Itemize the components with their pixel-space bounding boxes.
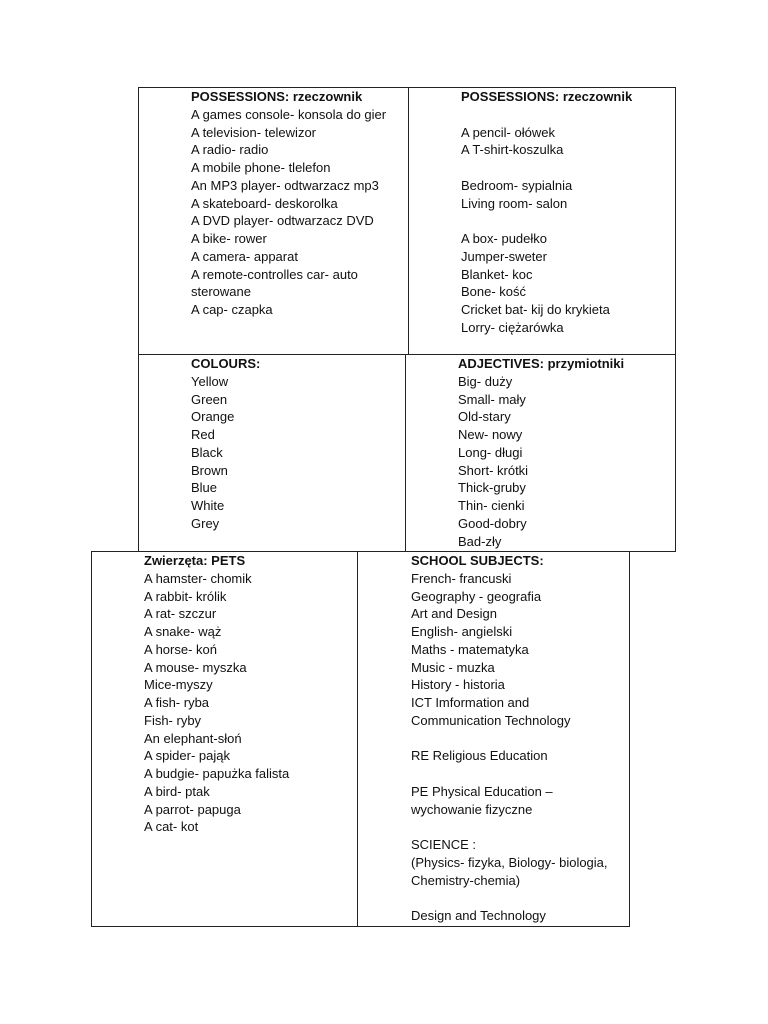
vocabulary-line — [411, 765, 627, 783]
vocabulary-line: Grey — [191, 515, 220, 531]
vocabulary-line: English- angielski — [411, 624, 513, 639]
vocabulary-line: Chemistry-chemia) — [411, 872, 521, 888]
vocabulary-line: A skateboard- deskorolka — [191, 195, 338, 211]
vocabulary-line: French- francuski — [411, 570, 512, 586]
vocabulary-line: Communication Technology — [411, 712, 571, 728]
vocabulary-line: A horse- koń — [144, 641, 217, 657]
vocabulary-line: Short- krótki — [458, 462, 529, 478]
vocabulary-line: A mobile phone- tlelefon — [191, 160, 331, 175]
vocabulary-line: Good-dobry — [458, 515, 527, 531]
vocabulary-line: An elephant-słoń — [144, 730, 242, 746]
possessions-right-heading: POSSESSIONS: rzeczownik — [461, 89, 633, 104]
vocabulary-line: A parrot- papuga — [144, 801, 241, 817]
vocabulary-line: A T-shirt-koszulka — [461, 142, 564, 158]
vocabulary-line: Thick-gruby — [458, 480, 526, 496]
school-subjects-list — [411, 570, 627, 925]
vocabulary-line: wychowanie fizyczne — [411, 801, 533, 817]
vocabulary-line: A hamster- chomik — [144, 570, 252, 586]
colours-heading: COLOURS: — [191, 356, 261, 371]
vocabulary-line: Geography - geografia — [411, 588, 542, 604]
adjectives-heading: ADJECTIVES: przymiotniki — [458, 356, 625, 371]
vocabulary-line — [461, 159, 671, 177]
bottom-row-divider-vertical — [405, 354, 406, 552]
vocabulary-line: sterowane — [191, 284, 251, 300]
vocabulary-line: Blue — [191, 480, 218, 496]
possessions-right-cell — [461, 88, 671, 337]
vocabulary-line: Bone- kość — [461, 284, 527, 300]
vocabulary-line: A television- telewizor — [191, 124, 316, 140]
vocabulary-line: Bad-zły — [458, 533, 502, 549]
vocabulary-line — [461, 106, 671, 124]
vocabulary-line: A camera- apparat — [191, 248, 298, 264]
adjectives-list — [458, 373, 672, 551]
vocabulary-line: A budgie- papużka falista — [144, 766, 290, 781]
vocabulary-line: Bedroom- sypialnia — [461, 177, 573, 193]
vocabulary-line: Orange — [191, 409, 235, 425]
vocabulary-line: Cricket bat- kij do krykieta — [461, 302, 610, 317]
pets-list — [144, 570, 352, 836]
colours-cell — [191, 355, 401, 533]
pets-heading: Zwierzęta: PETS — [144, 553, 246, 568]
vocabulary-line: History - historia — [411, 677, 505, 693]
vocabulary-line: Big- duży — [458, 373, 513, 389]
adjectives-cell — [458, 355, 672, 550]
vocabulary-line: A pencil- ołówek — [461, 124, 555, 140]
vocabulary-line: Red — [191, 427, 215, 442]
vocabulary-line: Fish- ryby — [144, 712, 202, 728]
vocabulary-line: An MP3 player- odtwarzacz mp3 — [191, 177, 379, 193]
vocabulary-line — [461, 212, 671, 230]
vocabulary-line: RE Religious Education — [411, 748, 548, 764]
vocabulary-line: Small- mały — [458, 391, 526, 407]
vocabulary-line: A cap- czapka — [191, 302, 273, 317]
vocabulary-line: Music - muzka — [411, 659, 495, 675]
vocabulary-line: Lorry- ciężarówka — [461, 319, 564, 335]
bottom-table-divider-vertical — [357, 551, 358, 927]
vocabulary-line: Green — [191, 391, 228, 407]
vocabulary-line: ICT Imformation and — [411, 695, 530, 710]
vocabulary-line: Thin- cienki — [458, 498, 525, 513]
vocabulary-line: A rabbit- królik — [144, 588, 227, 604]
top-row-divider-vertical — [408, 87, 409, 354]
vocabulary-line — [411, 818, 627, 836]
vocabulary-line: A box- pudełko — [461, 231, 548, 246]
vocabulary-line: Art and Design — [411, 606, 497, 622]
vocabulary-line: A snake- wąż — [144, 624, 222, 639]
vocabulary-line: SCIENCE : — [411, 837, 477, 852]
vocabulary-line: Yellow — [191, 373, 229, 389]
vocabulary-line: A cat- kot — [144, 819, 199, 835]
vocabulary-line: Mice-myszy — [144, 677, 213, 693]
school-subjects-cell — [411, 552, 627, 925]
vocabulary-line: A rat- szczur — [144, 606, 217, 622]
vocabulary-line — [411, 889, 627, 907]
vocabulary-line: A games console- konsola do gier — [191, 106, 387, 122]
vocabulary-line: Jumper-sweter — [461, 248, 547, 264]
possessions-left-heading: POSSESSIONS: rzeczownik — [191, 89, 363, 104]
vocabulary-line: Living room- salon — [461, 195, 568, 211]
vocabulary-line: A spider- pająk — [144, 748, 230, 764]
vocabulary-line: A bike- rower — [191, 231, 267, 246]
vocabulary-line: PE Physical Education – — [411, 783, 553, 799]
vocabulary-line: A fish- ryba — [144, 695, 210, 710]
vocabulary-line: Maths - matematyka — [411, 641, 529, 657]
vocabulary-line: A radio- radio — [191, 142, 269, 158]
vocabulary-line: Blanket- koc — [461, 266, 533, 282]
vocabulary-line: White — [191, 498, 225, 513]
vocabulary-line: Design and Technology — [411, 908, 546, 923]
possessions-left-cell — [191, 88, 403, 319]
pets-cell — [144, 552, 352, 836]
vocabulary-line: Old-stary — [458, 409, 511, 425]
vocabulary-line: (Physics- fizyka, Biology- biologia, — [411, 854, 608, 870]
possessions-right-list — [461, 106, 671, 337]
possessions-left-list — [191, 106, 403, 319]
vocabulary-line: Long- długi — [458, 444, 523, 460]
vocabulary-line: A bird- ptak — [144, 783, 210, 799]
vocabulary-line: A DVD player- odtwarzacz DVD — [191, 213, 374, 229]
vocabulary-line: Black — [191, 444, 223, 460]
vocabulary-line: A remote-controlles car- auto — [191, 266, 358, 282]
school-subjects-heading: SCHOOL SUBJECTS: — [411, 553, 544, 568]
vocabulary-line — [411, 730, 627, 748]
vocabulary-line: New- nowy — [458, 427, 523, 442]
vocabulary-line: A mouse- myszka — [144, 659, 247, 675]
vocabulary-line: Brown — [191, 462, 228, 478]
colours-list — [191, 373, 401, 533]
